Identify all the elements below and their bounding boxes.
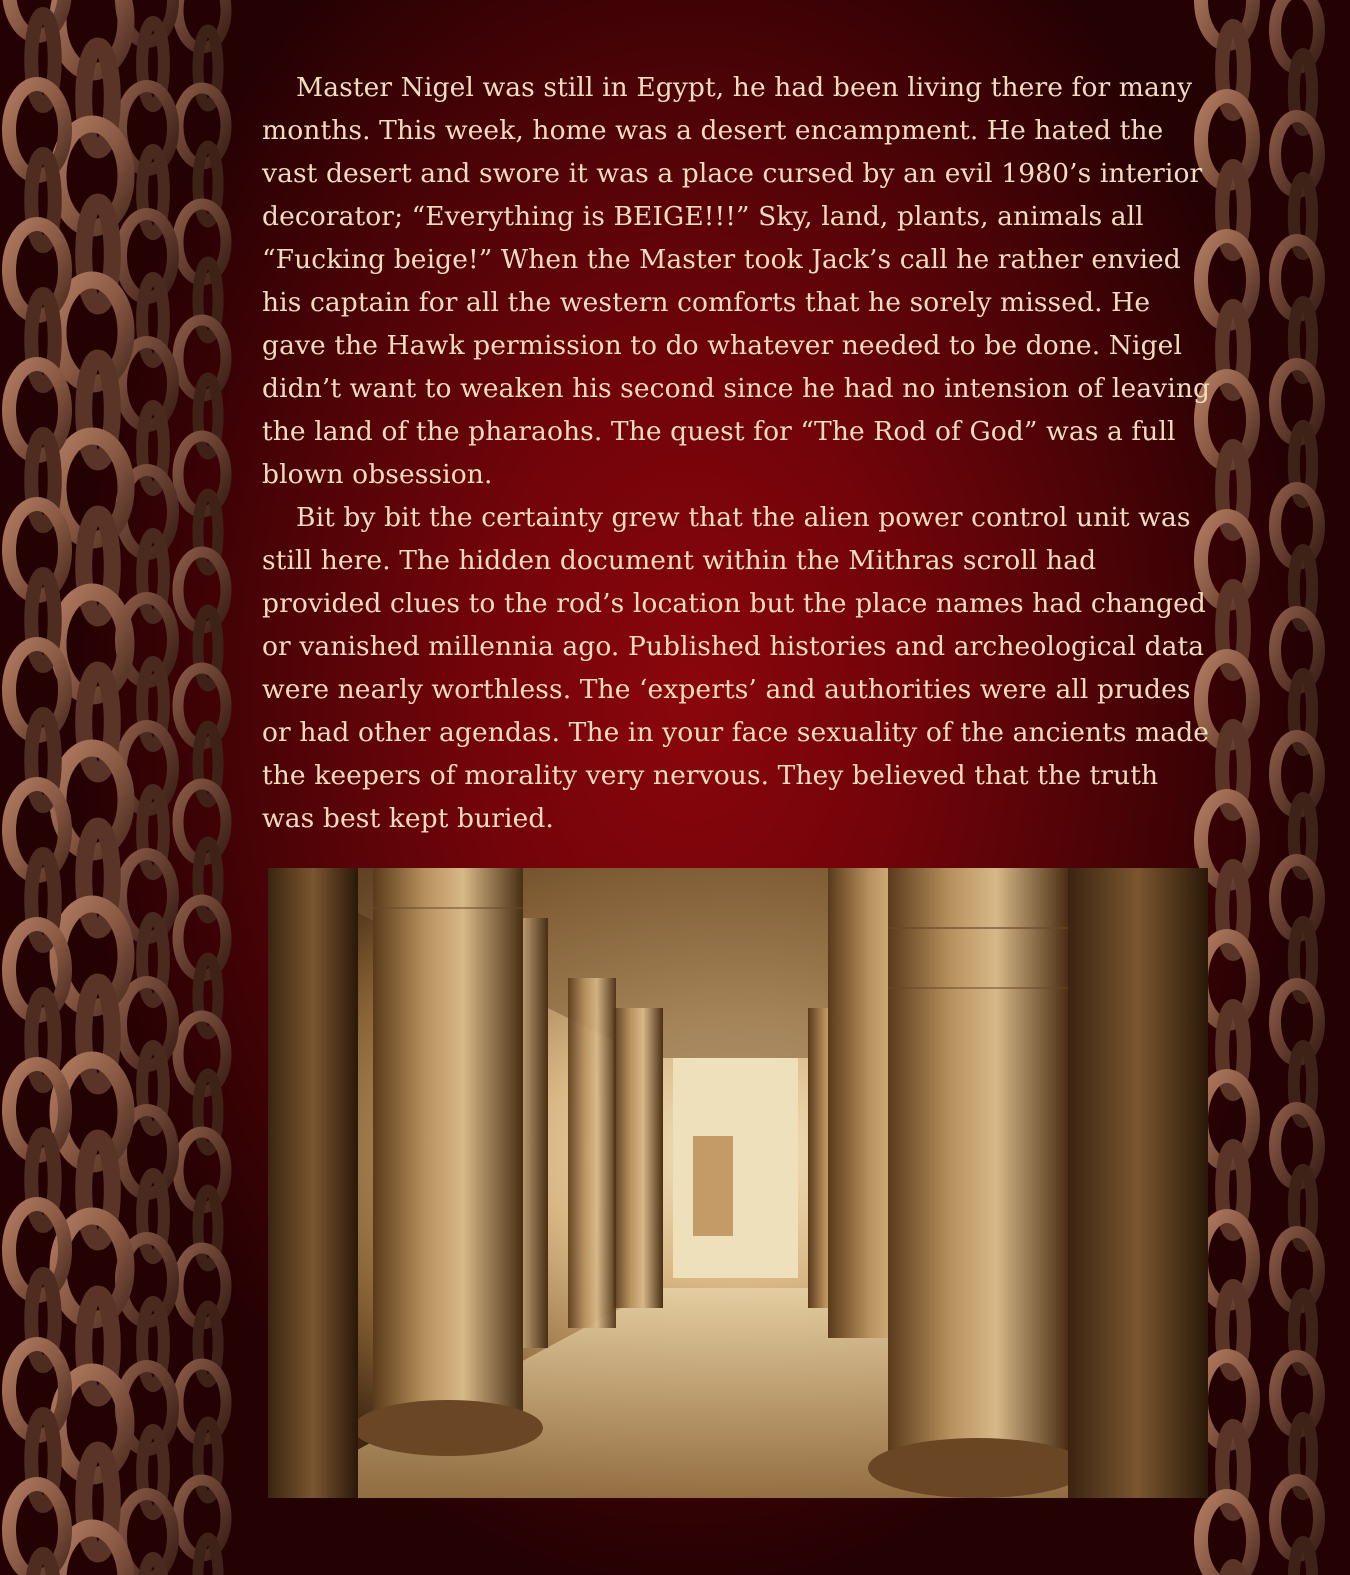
- left-chains: [0, 0, 270, 1575]
- right-chains: [1190, 0, 1350, 1575]
- story-text: [262, 66, 1214, 840]
- rusty-chain-icon: [1190, 0, 1350, 1575]
- temple-colonnade-photo: [268, 868, 1208, 1498]
- chain-link: [1222, 1566, 1244, 1575]
- story-paragraph-1: Master Nigel was still in Egypt, he had been living there for many months. This week, home was a desert encampment. He hated the vast desert and swore it was a place cursed by an evil 1980’s interior decorator; “Everything is BEIGE!!!” Sky, land, plants, animals all “Fucking beige!” When the Master took Jack’s call he rather envied his captain for all the western comforts that he sorely missed. He gave the Hawk permission to do whatever needed to be done. Nigel didn’t want to weaken his second since he had no intension of leaving the land of the pharaohs. The quest for “The Rod of God” was a full blown obsession.: [262, 72, 1211, 490]
- story-paragraph-2: Bit by bit the certainty grew that the alien power control unit was still here. The hidden document within the Mithras scroll had provided clues to the rod’s location but the place names had changed or vanished millennia ago. Published histories and archeological data were nearly worthless. The ‘experts’ and authorities were all prudes or had other agendas. The in your face sexuality of the ancients made the keepers of morality very nervous. They believed that the truth was best kept buried.: [262, 502, 1210, 834]
- rusty-chain-icon: [0, 0, 270, 1575]
